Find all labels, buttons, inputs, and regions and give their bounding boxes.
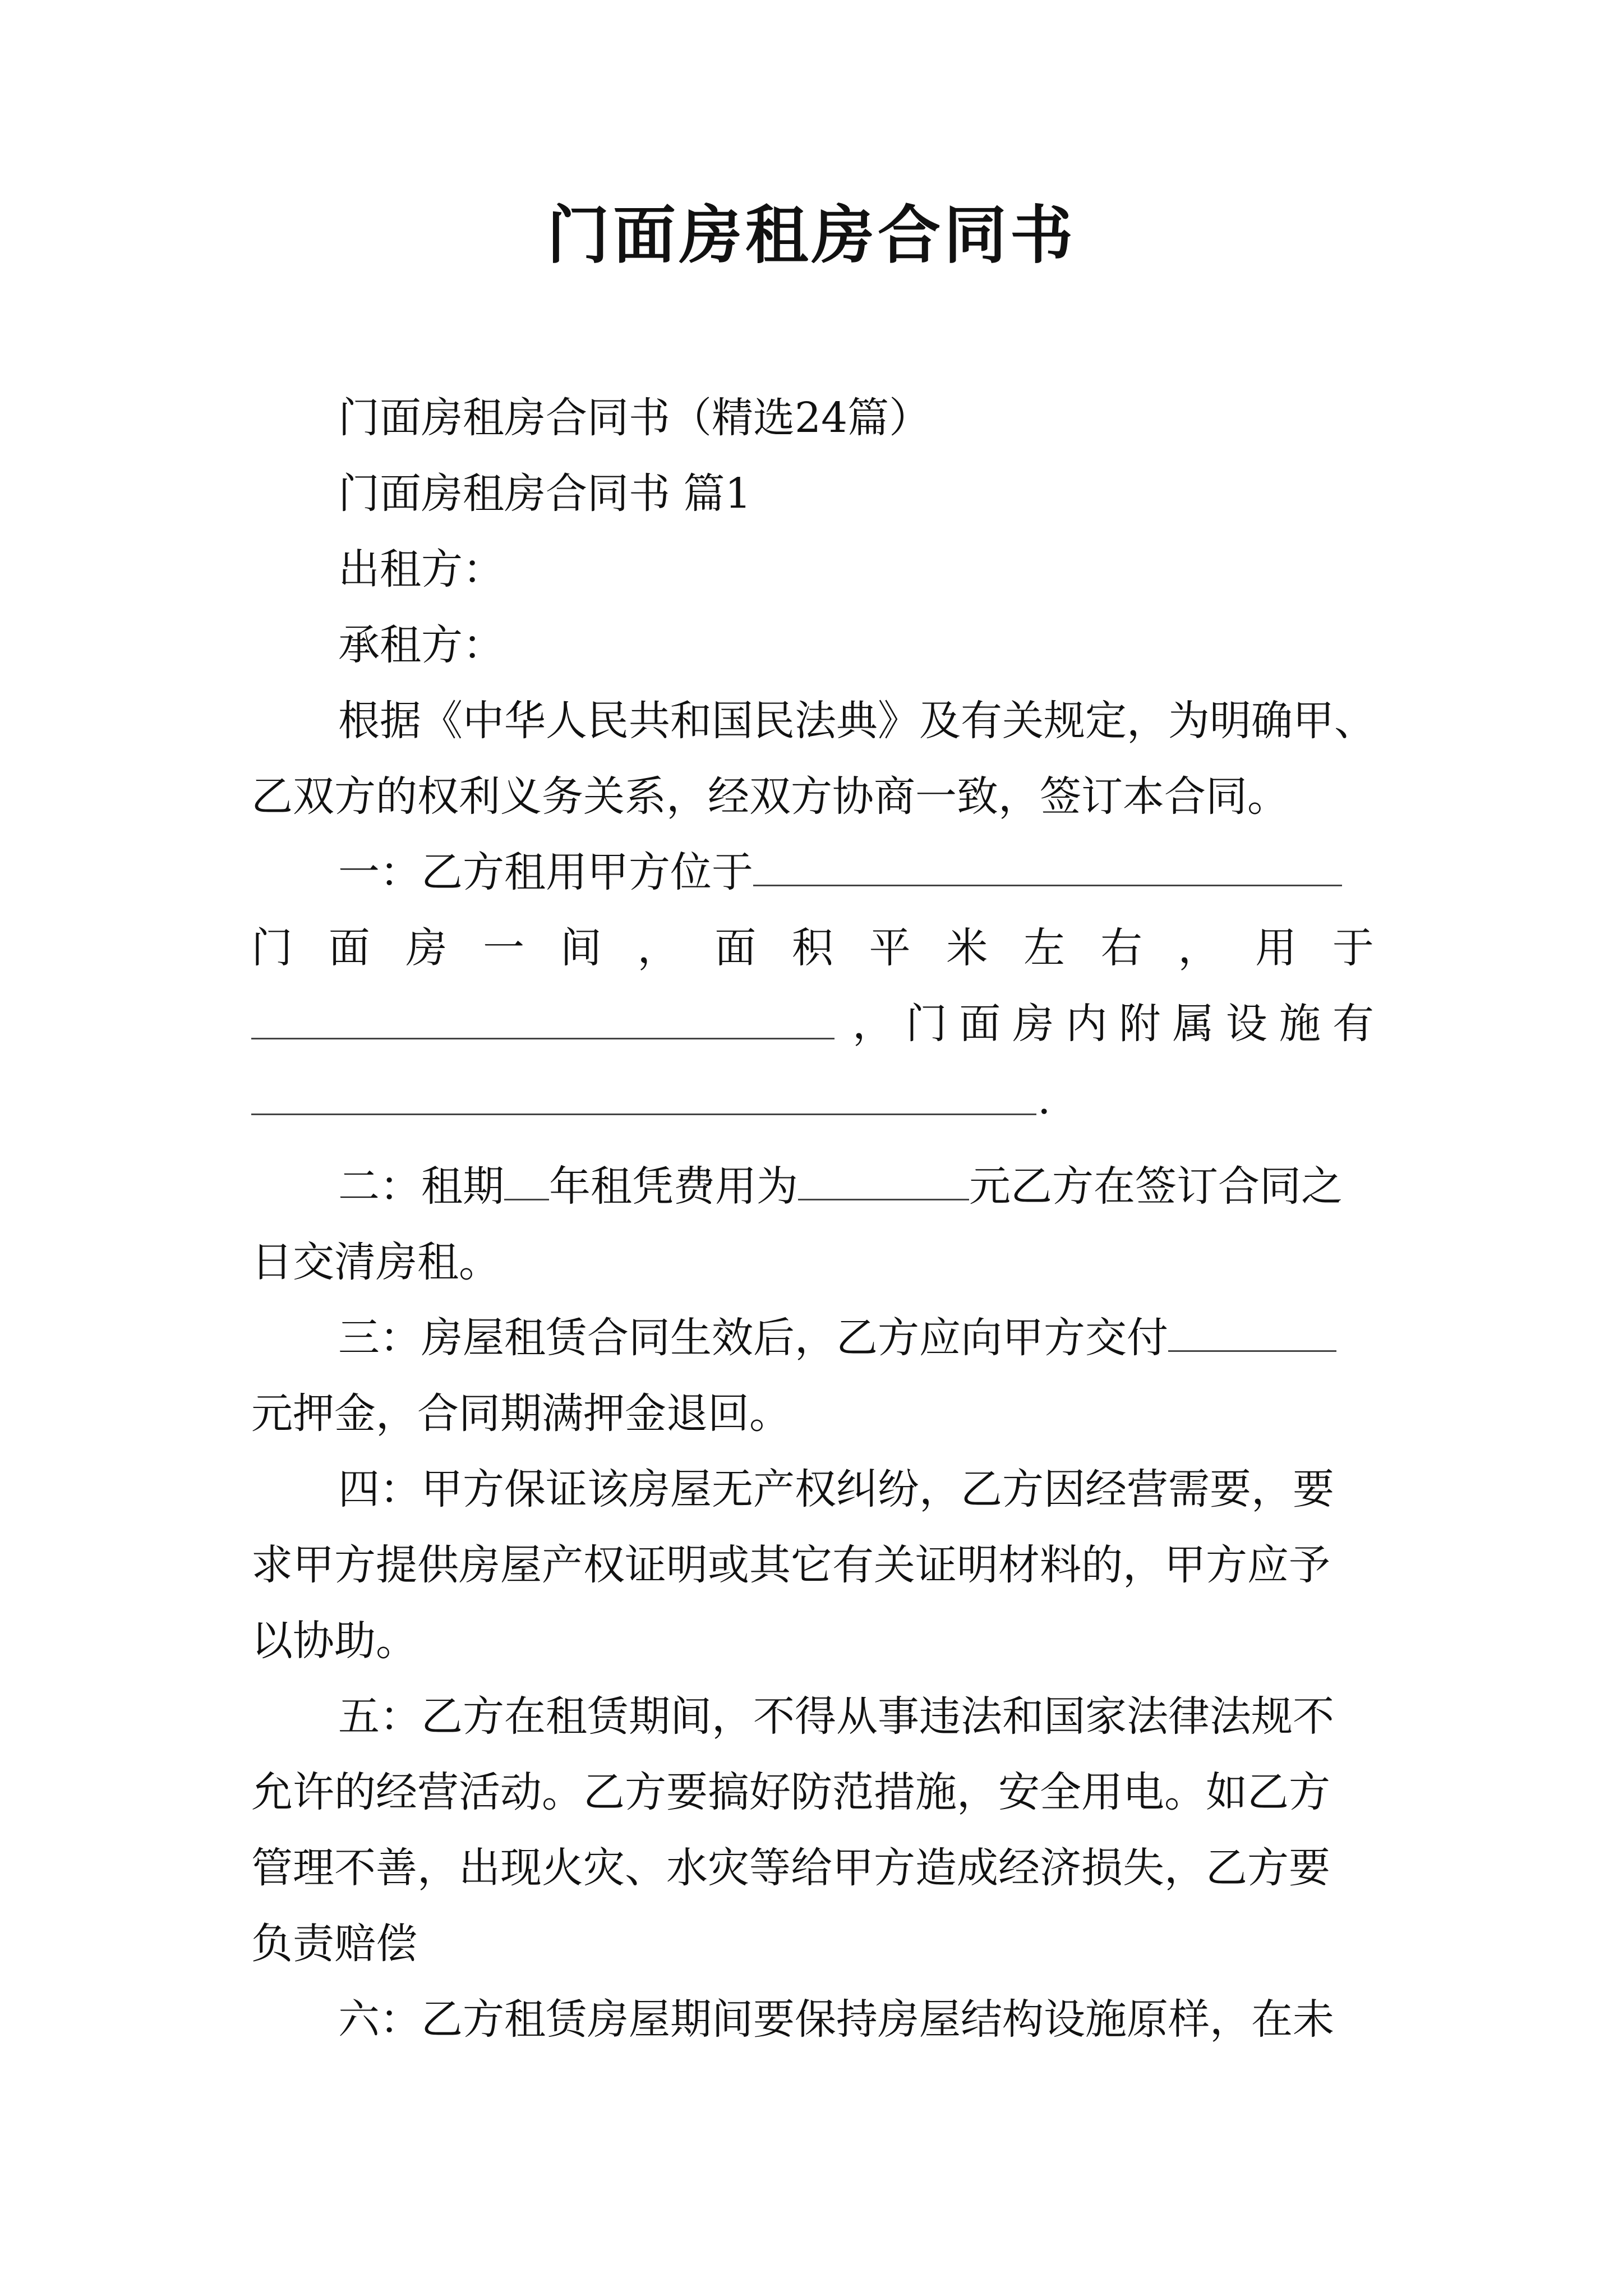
clause-2-part-1: 二：租期	[338, 1162, 504, 1211]
char: 左	[1023, 924, 1066, 972]
char: ，	[637, 924, 679, 972]
char: 面	[714, 924, 757, 972]
clause-1-line-2	[251, 923, 1374, 973]
usage-blank	[251, 1004, 834, 1039]
deposit-blank	[1168, 1313, 1336, 1352]
clause-1-line-3	[852, 999, 1374, 1049]
preamble-line-1: 根据《中华人民共和国民法典》及有关规定，为明确甲、	[338, 697, 1376, 745]
clause-1-text: 一：乙方租用甲方位于	[338, 848, 753, 896]
char: 右	[1100, 924, 1142, 972]
char: 施	[1279, 1000, 1321, 1048]
clause-4-line-3: 以协助。	[251, 1617, 417, 1665]
clause-2-line-2: 日交清房租。	[251, 1238, 500, 1286]
clause-2-line-1	[338, 1161, 1343, 1212]
char: 房	[1012, 1000, 1054, 1048]
char: 门	[906, 1000, 948, 1048]
char: 用	[1255, 924, 1297, 972]
rent-blank	[798, 1162, 969, 1200]
char: 一	[483, 924, 525, 972]
char: ，	[1178, 924, 1220, 972]
lessee-label: 承租方：	[338, 621, 504, 669]
char: 房	[405, 924, 448, 972]
clause-4-line-2: 求甲方提供房屋产权证明或其它有关证明材料的，甲方应予	[251, 1541, 1330, 1589]
subtitle: 门面房租房合同书（精选24篇）	[338, 394, 931, 442]
clause-1-end: .	[1038, 1075, 1051, 1124]
preamble-line-2: 乙双方的权利义务关系，经双方协商一致，签订本合同。	[251, 772, 1289, 821]
clause-5-line-3: 管理不善，出现火灾、水灾等给甲方造成经济损失，乙方要	[251, 1844, 1330, 1892]
location-blank	[753, 848, 1342, 886]
lessor-label: 出租方：	[338, 545, 504, 593]
clause-4-line-1: 四：甲方保证该房屋无产权纠纷，乙方因经营需要，要	[338, 1465, 1334, 1513]
clause-2-part-2: 年租凭费用为	[549, 1162, 798, 1211]
facilities-blank	[251, 1080, 1036, 1115]
term-blank	[504, 1162, 549, 1200]
clause-5-line-1: 五：乙方在租赁期间，不得从事违法和国家法律法规不	[338, 1692, 1334, 1741]
char: 积	[791, 924, 833, 972]
char: ，	[852, 1000, 894, 1048]
char: 面	[959, 1000, 1001, 1048]
clause-3-text: 三：房屋租赁合同生效后，乙方应向甲方交付	[338, 1314, 1168, 1362]
char: 间	[560, 924, 602, 972]
clause-6-line-1: 六：乙方租赁房屋期间要保持房屋结构设施原样，在未	[338, 1995, 1334, 2044]
char: 米	[946, 924, 988, 972]
char: 设	[1225, 1000, 1267, 1048]
clause-2-part-3: 元乙方在签订合同之	[969, 1162, 1343, 1211]
char: 内	[1066, 1000, 1108, 1048]
char: 有	[1332, 1000, 1374, 1048]
clause-5-line-2: 允许的经营活动。乙方要搞好防范措施，安全用电。如乙方	[251, 1768, 1330, 1816]
clause-1-line-1	[338, 847, 1342, 898]
clause-3-line-2: 元押金，合同期满押金退回。	[251, 1389, 791, 1438]
section-heading: 门面房租房合同书 篇1	[338, 470, 751, 518]
char: 门	[251, 924, 293, 972]
clause-3-line-1	[338, 1313, 1336, 1363]
char: 附	[1119, 1000, 1161, 1048]
char: 平	[869, 924, 911, 972]
char: 属	[1172, 1000, 1214, 1048]
document-title: 门面房租房合同书	[547, 199, 1076, 272]
clause-5-line-4: 负责赔偿	[251, 1920, 417, 1968]
char: 于	[1332, 924, 1374, 972]
char: 面	[328, 924, 370, 972]
